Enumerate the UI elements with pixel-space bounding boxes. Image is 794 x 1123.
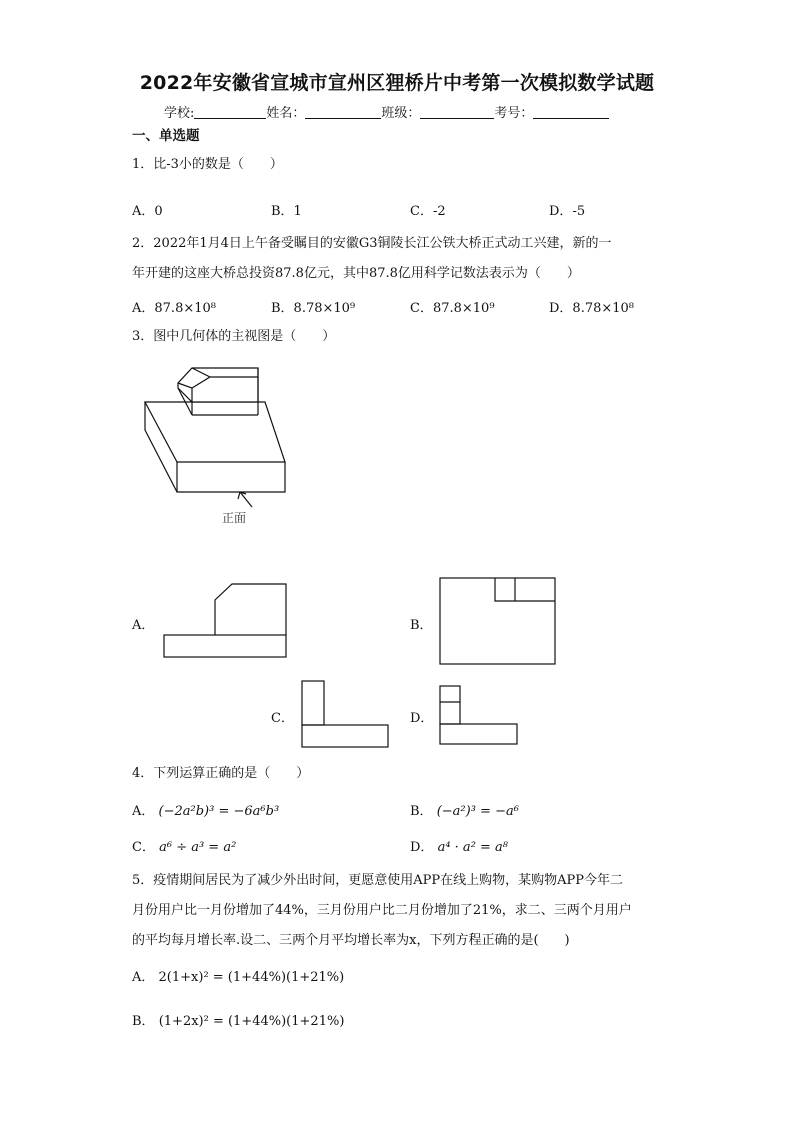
- q4-a-expr: (−2a²b)³ = −6a⁶b³: [158, 804, 280, 819]
- q4-option-d: [410, 836, 508, 855]
- q4-c-label: C．: [132, 840, 155, 855]
- exam-no-label: 考号：: [494, 106, 534, 121]
- c-top-rect: [302, 681, 324, 725]
- slab-top-face: [145, 402, 285, 462]
- school-blank: [194, 105, 266, 119]
- page-title: 2022年安徽省宣城市宣州区狸桥片中考第一次模拟数学试题: [139, 72, 655, 94]
- class-label: 班级：: [381, 106, 421, 121]
- school-label: 学校:: [164, 106, 195, 121]
- q1-option-d: D．-5: [549, 204, 586, 219]
- q3-option-d-label: D．: [410, 711, 434, 726]
- q1-option-c: C．-2: [410, 204, 446, 219]
- q4-c-expr: a⁶ ÷ a³ = a²: [159, 840, 237, 855]
- question-3-stem: 3．图中几何体的主视图是（ ）: [132, 329, 336, 344]
- q3-option-b-figure: [437, 575, 559, 667]
- question-2-line2: 年开建的这座大桥总投资87.8亿元，其中87.8亿用科学记数法表示为（ ）: [132, 266, 580, 281]
- b-outer-rect: [440, 578, 555, 664]
- arrow-icon: [240, 492, 252, 507]
- a-base-rect: [164, 635, 286, 657]
- q5-b-label: B．: [132, 1014, 155, 1029]
- q4-option-c: [132, 836, 236, 855]
- solid-figure: [130, 355, 300, 535]
- q3-option-d-figure: [437, 682, 521, 748]
- d-base-rect: [440, 724, 517, 744]
- q4-option-a: [132, 800, 279, 819]
- q5-option-a: [132, 966, 344, 985]
- section-heading: 一、单选题: [132, 128, 200, 144]
- q2-option-b: B．8.78×10⁹: [271, 301, 356, 316]
- name-blank: [305, 105, 381, 119]
- q4-a-label: A．: [132, 804, 155, 819]
- name-label: 姓名：: [266, 106, 306, 121]
- q4-d-label: D．: [410, 840, 434, 855]
- d-top-rect: [440, 686, 460, 724]
- q2-option-d: D．8.78×10⁸: [549, 301, 635, 316]
- q3-option-c-figure: [298, 677, 392, 751]
- q2-option-c: C．87.8×10⁹: [410, 301, 495, 316]
- question-1-stem: 1．比-3小的数是（ ）: [132, 157, 283, 172]
- question-5-line1: 5．疫情期间居民为了减少外出时间，更愿意使用APP在线上购物，某购物APP今年二: [132, 873, 624, 888]
- student-info-row: [164, 102, 609, 121]
- q4-b-expr: (−a²)³ = −a⁶: [436, 804, 519, 819]
- question-4-stem: 4．下列运算正确的是（ ）: [132, 766, 310, 781]
- question-2-line1: 2．2022年1月4日上午备受瞩目的安徽G3铜陵长江公铁大桥正式动工兴建，新的一: [132, 236, 612, 251]
- q4-d-expr: a⁴ · a² = a⁸: [437, 840, 509, 855]
- b-inner-line: [495, 578, 555, 601]
- q1-option-b: B．1: [271, 204, 302, 219]
- exam-no-blank: [533, 105, 609, 119]
- question-5-line2: 月份用户比一月份增加了44%，三月份用户比二月份增加了21%，求二、三两个月用户: [132, 903, 632, 918]
- question-5-line3: 的平均每月增长率.设二、三两个月平均增长率为x，下列方程正确的是( ): [132, 933, 570, 948]
- a-top-shape: [215, 584, 286, 635]
- q3-option-b-label: B．: [410, 618, 433, 633]
- front-label: 正面: [222, 511, 247, 525]
- q5-option-b: [132, 1010, 344, 1029]
- q3-option-a-label: A．: [132, 618, 155, 633]
- block-outline: [178, 368, 258, 402]
- q1-option-a: A．0: [132, 204, 163, 219]
- class-blank: [420, 105, 494, 119]
- q5-b-expr: (1+2x)² = (1+44%)(1+21%): [158, 1014, 345, 1029]
- c-base-rect: [302, 725, 388, 747]
- q2-option-a: A．87.8×10⁸: [132, 301, 216, 316]
- q4-b-label: B．: [410, 804, 433, 819]
- q3-option-c-label: C．: [271, 711, 294, 726]
- q5-a-label: A．: [132, 970, 155, 985]
- q5-a-expr: 2(1+x)² = (1+44%)(1+21%): [158, 970, 345, 985]
- q3-option-a-figure: [160, 580, 292, 662]
- q4-option-b: [410, 800, 519, 819]
